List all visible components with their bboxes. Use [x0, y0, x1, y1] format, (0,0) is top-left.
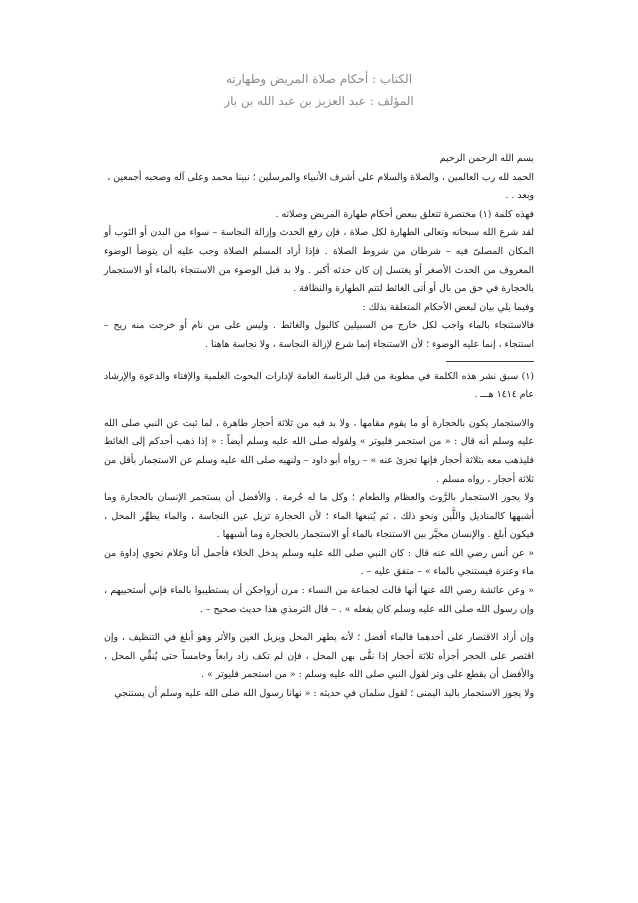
hadith-aisha: « وعن عائشة رضي الله عنها أنها قالت لجماعة من النساء : مرن أزواجكن أن يستطيبوا بالماء فإني أستحييهم ، وإن رسول الله صلى الله عليه وسلم كان يفعله » . – قال الترمذي هذا حديث صحيح – . [104, 585, 534, 615]
hadith-anas: « عن أنس رضي الله عنه قال : كان النبي صلى الله عليه وسلم يدخل الخلاء فأحمل أنا وغلام نحوي إداوة من ماء وعنزة فيستنجي بالماء » – متفق عليه – . [104, 547, 534, 578]
basmala: بسم الله الرحمن الرحيم [439, 153, 534, 164]
author-line: المؤلف : عبد العزيز بن عبد الله بن باز [224, 94, 414, 108]
paragraph-prohibited: ولا يجوز الاستجمار بالرَّوث والعظام والطعام ؛ وكل ما له حُرمة . والأفضل أن يستجمر الإنسان بالحجارة وما أشبهها كالمناديل واللَّبن ونحو ذلك ، ثم يُتبعها الماء ؛ لأن الحجارة تزيل عين النجاسة ، والماء يطهِّر المحل ، فيكون أبلغ . والإنسان مخيَّر بين الاستنجاء بالماء أو الاستجمار بالحجارة وما أشبهها . [104, 492, 534, 541]
footnote: (١) سبق نشر هذه الكلمة في مطوية من قبل الرئاسة العامة لإدارات البحوث العلمية والإفتاء والدعوة والإرشاد عام ١٤١٤ هـــ . [104, 370, 534, 401]
paragraph-following: وفيما يلي بيان لبعض الأحكام المتعلقة بذلك : [362, 301, 534, 313]
paragraph-after: وبعد . . [505, 190, 534, 202]
paragraph-purification: لقد شرع الله سبحانه وتعالى الطهارة لكل صلاة ، فإن رفع الحدث وإزالة النجاسة – سواء من البدن أو الثوب أو المكان المصلىّ فيه – شرطان من شروط الصلاة . فإذا أراد المسلم الصلاة وجب عليه أن يتوضأ الوضوء المعروف من الحدث الأصغر أو يغتسل إن كان حدثه أكبر . ولا بد قبل الوضوء من الاستنجاء بالماء أو الاستجمار بالحجارة في حق من بال أو أتى الغائط لتتم الطهارة والنظافة . [104, 227, 534, 295]
spacer [104, 619, 534, 629]
paragraph-preference: وإن أراد الاقتصار على أحدهما فالماء أفضل ؛ لأنه يطهر المحل ويزيل العين والأثر وهو أبلغ في التنظيف ، وإن اقتصر على الحجر أجزأه ثلاثة أحجار إذا نقَّى بهن المحل ، فإن لم تكف زاد رابعاً وخامساً حتى يُنقِّي المحل ، والأفضل أن يقطع على وتر لقول النبي صلى الله عليه وسلم : « من استجمر فليوتر » . [104, 632, 534, 681]
paragraph-istijmar: والاستجمار يكون بالحجارة أو ما يقوم مقامها ، ولا بد فيه من ثلاثة أحجار طاهرة ، لما ثبت عن النبي صلى الله عليه وسلم أنه قال : « من استجمر فليوتر » ولقوله صلى الله عليه وسلم أيضاً : « إذا ذهب أحدكم إلى الغائط فليذهب معه بثلاثة أحجار فإنها تجزئ عنه » – رواه أبو داود – ولنهيه صلى الله عليه وسلم عن الاستجمار بأقل من ثلاثة أحجار ، رواه مسلم . [104, 417, 534, 485]
book-title: الكتاب : أحكام صلاة المريض وطهارته [225, 72, 413, 86]
footnote-separator [446, 361, 534, 362]
paragraph-intro: فهذه كلمة (١) مختصرة تتعلق ببعض أحكام طهارة المريض وصلاته . [275, 208, 534, 220]
document-header [0, 68, 638, 112]
document-body [104, 150, 534, 704]
paragraph-istinja: فالاستنجاء بالماء واجب لكل خارج من السبيلين كالبول والغائط . وليس على من نام أو خرجت منه ريح – استنجاء ، إنما عليه الوضوء ؛ لأن الاستنجاء إنما شرع لإزالة النجاسة ، ولا نجاسة هاهنا . [104, 320, 534, 350]
spacer [104, 405, 534, 415]
paragraph-praise: الحمد لله رب العالمين ، والصلاة والسلام على أشرف الأنبياء والمرسلين ؛ نبينا محمد وعلى آله وصحبه أجمعين ، [107, 171, 534, 183]
paragraph-right-hand: ولا يجوز الاستجمار باليد اليمنى ؛ لقول سلمان في حديثه : « نهانا رسول الله صلى الله عليه وسلم أن يستنجي [114, 688, 534, 700]
